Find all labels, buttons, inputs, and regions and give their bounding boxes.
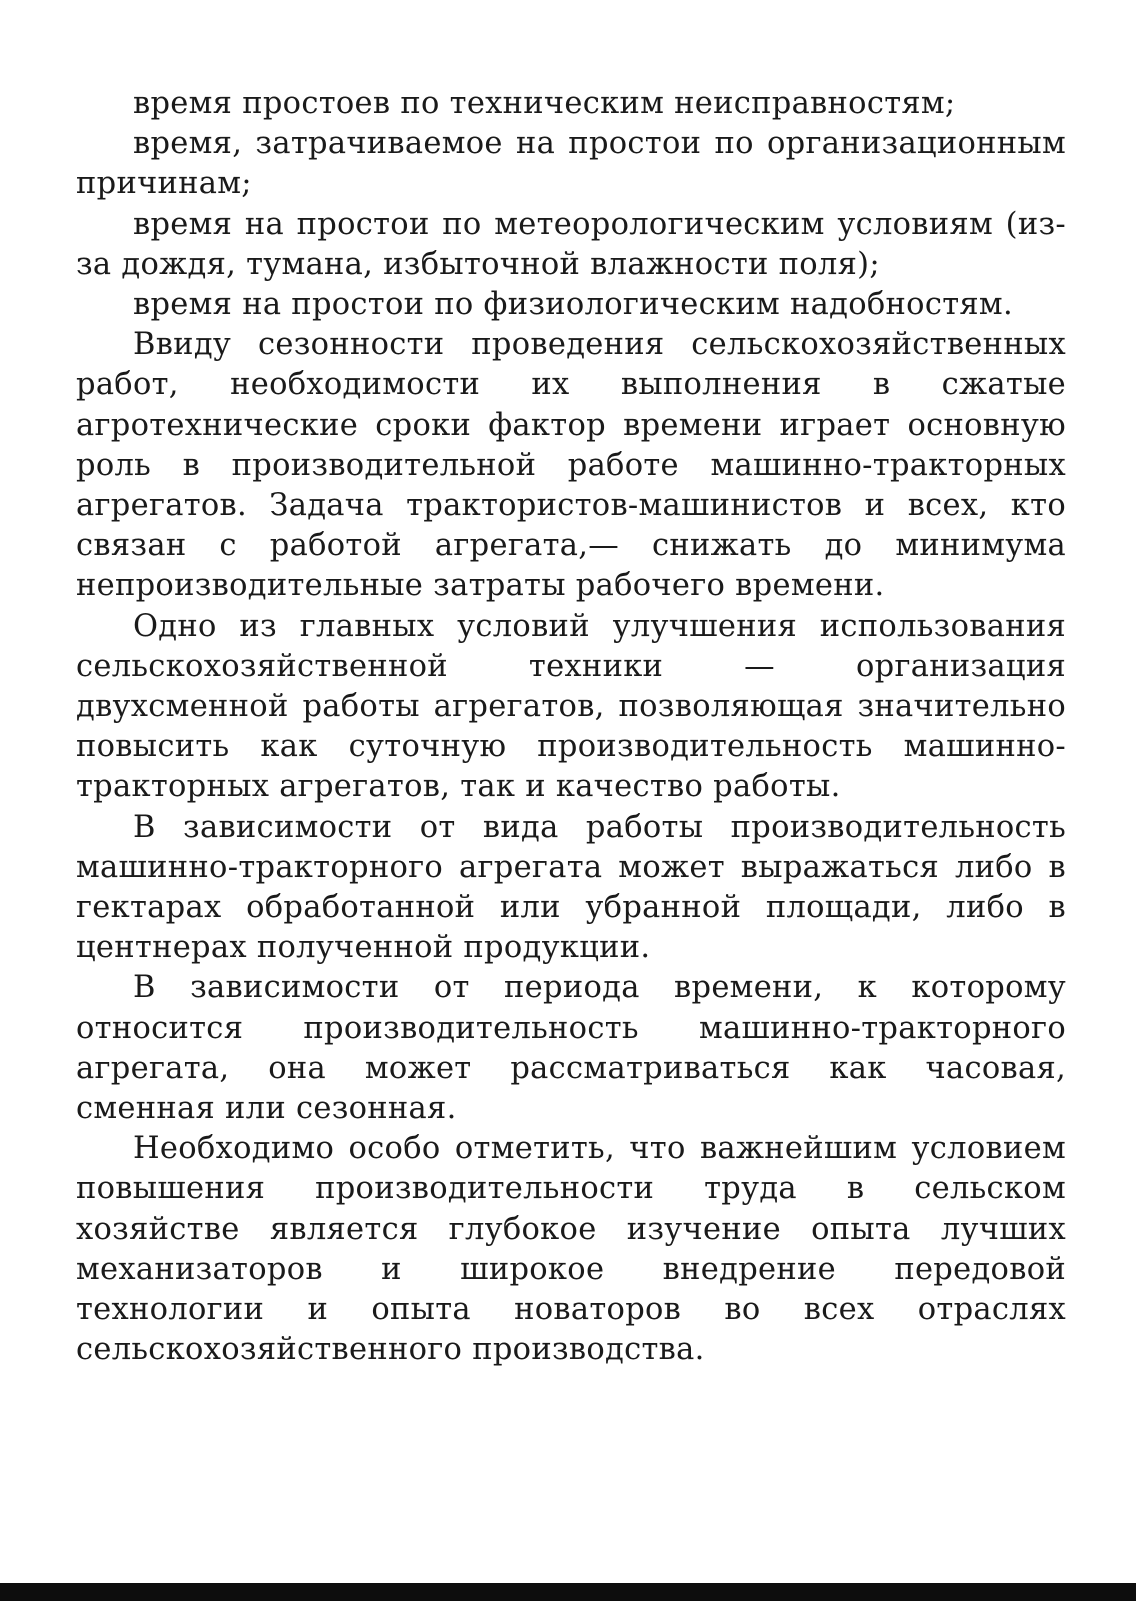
- scan-bottom-edge: [0, 1583, 1136, 1601]
- paragraph-7: В зависимости от вида работы производительность машинно-тракторного агрегата может выражаться либо в гектарах обработанной или убранной площади, либо в центнерах полученной продукции.: [76, 809, 1066, 966]
- paragraph-9: Необходимо особо отметить, что важнейшим условием повышения производительности труда в сельском хозяйстве является глубокое изучение опыта лучших механизаторов и широкое внедрение передовой технологии и опыта новаторов во всех отраслях сельскохозяйственного производства.: [76, 1131, 1066, 1368]
- body-text: [76, 84, 1066, 1371]
- paragraph-6: Одно из главных условий улучшения использования сельскохозяйственной техники — организация двухсменной работы агрегатов, позволяющая значительно повысить как суточную производительность машинно-тракторных агрегатов, так и качество работы.: [76, 608, 1066, 805]
- paragraph-3: время на простои по метеорологическим условиям (из-за дождя, тумана, избыточной влажности поля);: [76, 206, 1066, 282]
- paragraph-8: В зависимости от периода времени, к которому относится производительность машинно-тракторного агрегата, она может рассматриваться как часовая, сменная или сезонная.: [76, 970, 1066, 1127]
- paragraph-4: время на простои по физиологическим надобностям.: [133, 287, 1013, 323]
- paragraph-5: Ввиду сезонности проведения сельскохозяйственных работ, необходимости их выполнения в сжатые агротехнические сроки фактор времени играет основную роль в производительной работе машинно-тракторных агрегатов. Задача трактористов-машинистов и всех, кто связан с работой агрегата,— снижать до минимума непроизводительные затраты рабочего времени.: [76, 327, 1066, 604]
- paragraph-2: время, затрачиваемое на простои по организационным причинам;: [76, 126, 1066, 202]
- paragraph-1: время простоев по техническим неисправностям;: [133, 86, 956, 121]
